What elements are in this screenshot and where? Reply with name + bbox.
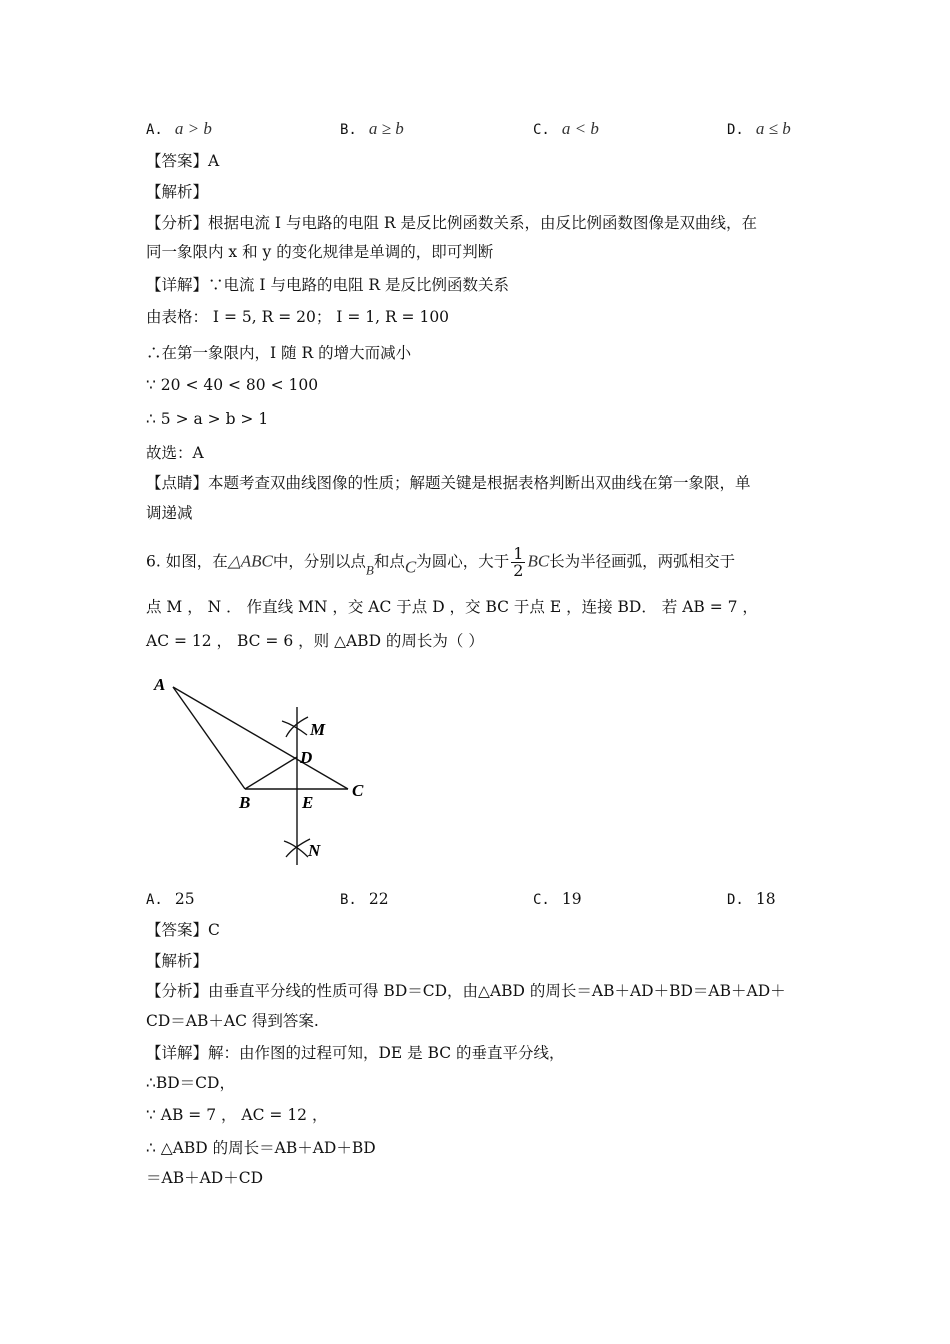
- segment-bd: [245, 757, 297, 789]
- q6-option-d: D. 18: [727, 890, 776, 908]
- segment-ab: [173, 687, 245, 789]
- q6-xiangjie: 【详解】解：由作图的过程可知，DE 是 BC 的垂直平分线，: [146, 1044, 565, 1062]
- q6-step1: ∴BD＝CD，: [146, 1074, 235, 1092]
- q5-choice: 故选：A: [146, 444, 204, 462]
- arc-upper-left: [282, 721, 307, 735]
- q5-option-b: B. a ≥ b: [340, 119, 404, 138]
- q5-table-line: 由表格： I = 5, R = 20； I = 1, R = 100: [146, 308, 450, 326]
- q6-option-a: A. 25: [146, 890, 195, 908]
- q6-option-c: C. 19: [533, 890, 582, 908]
- label-n: N: [308, 841, 321, 860]
- label-c: C: [352, 781, 364, 800]
- q5-xiangjie: 【详解】∵电流 I 与电路的电阻 R 是反比例函数关系: [146, 276, 510, 294]
- label-m: M: [310, 720, 326, 739]
- q5-analysis-title: 【解析】: [146, 183, 209, 201]
- q5-dianjing-line2: 调递减: [146, 504, 193, 522]
- q6-step3: ∴ △ABD 的周长＝AB＋AD＋BD: [146, 1139, 376, 1157]
- q5-fenxi-line1: 【分析】根据电流 I 与电路的电阻 R 是反比例函数关系，由反比例函数图像是双曲线，在: [146, 214, 758, 232]
- q5-inequality-2: ∴ 5 > a > b > 1: [146, 410, 269, 428]
- q6-step2: ∵ AB = 7 ， AC = 12 ，: [146, 1106, 328, 1124]
- q6-fenxi-line2: CD＝AB＋AC 得到答案.: [146, 1012, 319, 1030]
- q6-option-b: B. 22: [340, 890, 389, 908]
- q5-dianjing-line1: 【点睛】本题考查双曲线图像的性质；解题关键是根据表格判断出双曲线在第一象限，单: [146, 474, 751, 492]
- q6-stem-line3: AC = 12 ， BC = 6 ，则 △ABD 的周长为（ ）: [146, 632, 484, 650]
- one-half-fraction: $\frac{1}{2}$: [513, 544, 524, 580]
- label-b: B: [239, 793, 251, 812]
- q5-option-a: A. a > b: [146, 119, 212, 138]
- q6-answer: 【答案】C: [146, 921, 220, 939]
- triangle-figure: [140, 665, 380, 875]
- q6-step4: ＝AB＋AD＋CD: [146, 1169, 263, 1187]
- label-a: A: [154, 675, 166, 694]
- q5-option-d: D. a ≤ b: [727, 119, 791, 138]
- label-d: D: [300, 748, 313, 767]
- q6-stem-line2: 点 M ， N ． 作直线 MN ，交 AC 于点 D ，交 BC 于点 E ，连接 BD． 若 AB = 7 ，: [146, 598, 758, 616]
- q6-stem-line1: 6. 如图，在△ABC中，分别以点$_B$和点C为圆心，大于 $\frac{1}{2}$ BC长为半径画弧，两弧相交于: [146, 544, 736, 580]
- q5-option-c: C. a < b: [533, 119, 599, 138]
- q5-answer: 【答案】A: [146, 152, 220, 170]
- q5-fenxi-line2: 同一象限内 x 和 y 的变化规律是单调的，即可判断: [146, 243, 494, 261]
- q6-analysis-title: 【解析】: [146, 952, 209, 970]
- label-e: E: [302, 793, 314, 812]
- q5-monotone: ∴在第一象限内，I 随 R 的增大而减小: [146, 344, 412, 362]
- q6-fenxi-line1: 【分析】由垂直平分线的性质可得 BD＝CD，由△ABD 的周长＝AB＋AD＋BD＝AB＋AD＋: [146, 982, 786, 1000]
- q5-inequality-1: ∵ 20 < 40 < 80 < 100: [146, 376, 319, 394]
